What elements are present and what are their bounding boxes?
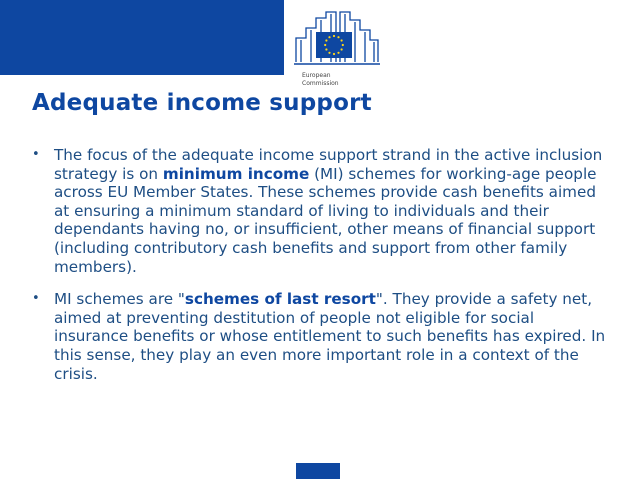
bullet-bold-text: schemes of last resort [184, 290, 376, 309]
bullet-text-end: (MI) schemes for working-age people across EU Member States. These schemes provide cash benefits aimed at ensuring a minimum standard of living to individuals and their dependants having no, or insufficient, other means of financial support (including contributory cash benefits and support from other family members). [54, 164, 597, 276]
bullet-glyph: • [32, 147, 40, 162]
bullet-glyph: • [32, 291, 40, 307]
logo-label [302, 72, 339, 88]
bullet-text-start: The focus of the adequate income support strand in the active inclusion strategy is on [54, 146, 603, 183]
footer-flag-strip [296, 463, 340, 479]
bullet-list [32, 146, 612, 397]
commission-building-icon [292, 10, 382, 72]
bullet-text-end: ". They provide a safety net, aimed at preventing destitution of people not eligible for social insurance benefits or whose entitlement to such benefits has expired. In this sense, they play an even more important role in a context of the crisis. [54, 290, 606, 383]
logo-label-line1: European [302, 72, 331, 79]
bullet-item [32, 290, 612, 383]
slide-title: Adequate income support [32, 90, 372, 116]
bullet-bold-text: minimum income [162, 164, 310, 183]
bullet-text-start: MI schemes are " [54, 290, 185, 309]
logo-label-line2: Commission [302, 80, 339, 87]
bullet-item [32, 146, 612, 276]
